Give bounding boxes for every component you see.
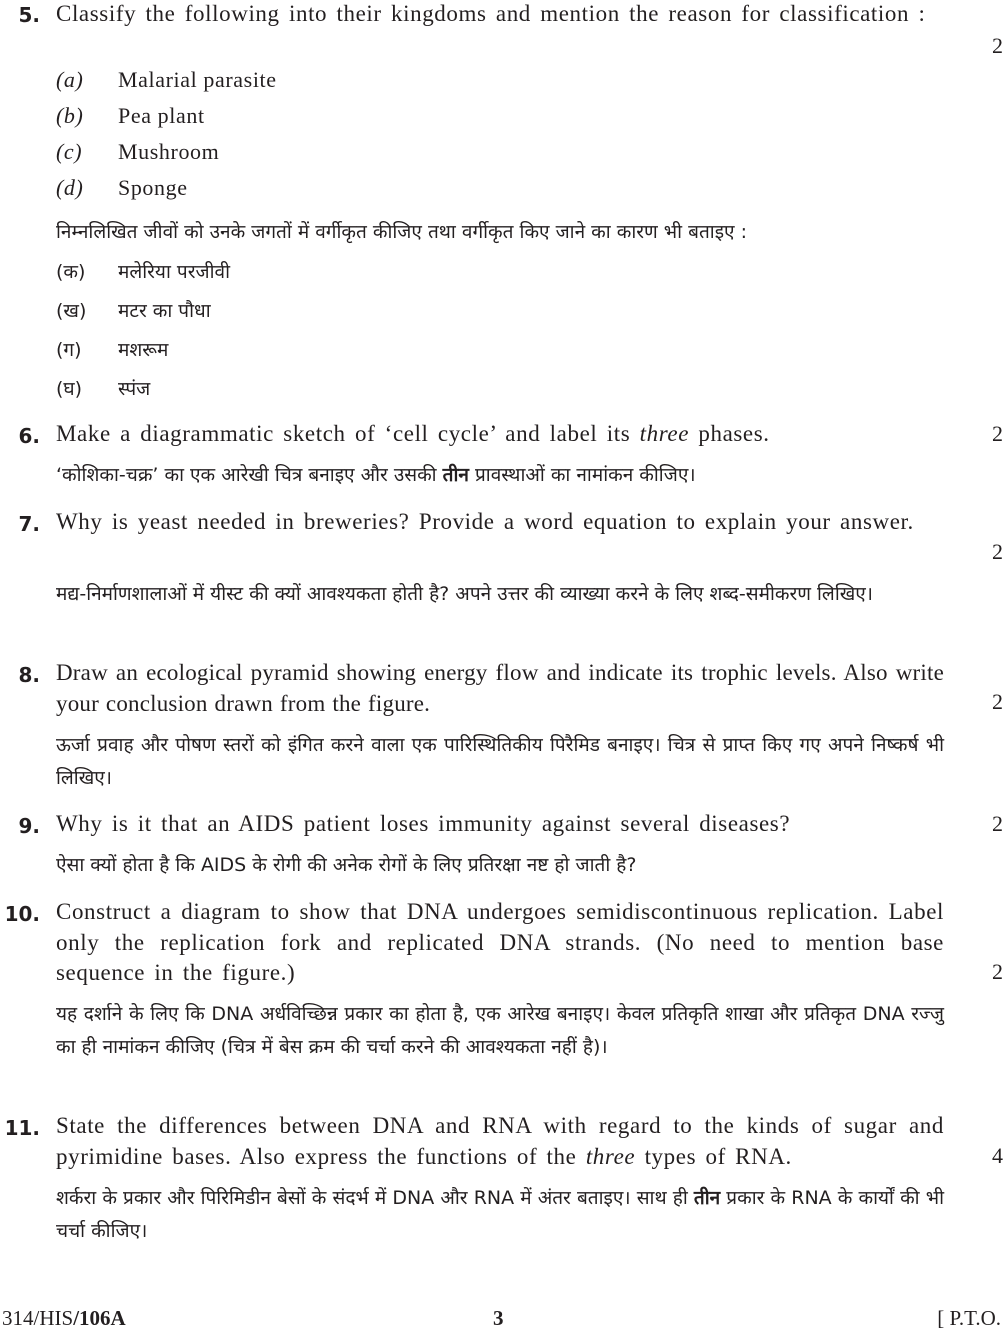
hindi-option-ga: (ग) मशरूम xyxy=(56,339,169,361)
question-text-english: State the differences between DNA and RNA with regard to the kinds of sugar and pyrimidine bases. Also express the functions of the three types of RNA. xyxy=(56,1113,944,1169)
question-text-english: Draw an ecological pyramid showing energy flow and indicate its trophic levels. Also write your conclusion drawn from the figure. xyxy=(56,660,944,716)
question-text-english: Why is it that an AIDS patient loses immunity against several diseases? xyxy=(56,811,791,836)
question-text-english: Classify the following into their kingdoms and mention the reason for classification : xyxy=(56,1,926,26)
question-number: 10. xyxy=(4,902,40,926)
hindi-option-ka: (क) मलेरिया परजीवी xyxy=(56,261,230,283)
question-number: 11. xyxy=(4,1116,40,1140)
page-number: 3 xyxy=(493,1306,504,1330)
option-a: (a) Malarial parasite xyxy=(56,67,277,92)
question-marks: 2 xyxy=(992,539,1003,564)
question-marks: 2 xyxy=(992,689,1003,714)
question-text-hindi: निम्नलिखित जीवों को उनके जगतों में वर्गीकृत कीजिए तथा वर्गीकृत किए जाने का कारण भी बताइए : xyxy=(56,221,747,243)
question-text-hindi: यह दर्शाने के लिए कि DNA अर्धविच्छिन्न प्रकार का होता है, एक आरेख बनाइए। केवल प्रतिकृति शाखा और प्रतिकृत DNA रज्जु का ही नामांकन कीजिए (चित्र में बेस क्रम की चर्चा करने की आवश्यकता नहीं है)। xyxy=(56,1003,944,1058)
hindi-option-gha: (घ) स्पंज xyxy=(56,378,151,400)
question-marks: 2 xyxy=(992,33,1003,58)
question-text-english: Make a diagrammatic sketch of ‘cell cycle’ and label its three phases. xyxy=(56,421,770,446)
question-number: 7. xyxy=(18,512,40,536)
question-text-hindi: शर्करा के प्रकार और पिरिमिडीन बेसों के संदर्भ में DNA और RNA में अंतर बताइए। साथ ही तीन प्रकार के RNA के कार्यों की भी चर्चा कीजिए। xyxy=(56,1187,944,1242)
question-number: 9. xyxy=(18,814,40,838)
question-text-hindi: ऊर्जा प्रवाह और पोषण स्तरों को इंगित करने वाला एक पारिस्थितिकीय पिरैमिड बनाइए। चित्र से प्राप्त किए गए अपने निष्कर्ष भी लिखिए। xyxy=(56,734,944,789)
question-text-hindi: ‘कोशिका-चक्र’ का एक आरेखी चित्र बनाइए और उसकी तीन प्रावस्थाओं का नामांकन कीजिए। xyxy=(56,464,696,486)
option-b: (b) Pea plant xyxy=(56,103,205,128)
question-marks: 2 xyxy=(992,421,1003,446)
question-marks: 4 xyxy=(992,1143,1003,1168)
question-text-hindi: ऐसा क्यों होता है कि AIDS के रोगी की अनेक रोगों के लिए प्रतिरक्षा नष्ट हो जाती है? xyxy=(56,854,637,876)
option-c: (c) Mushroom xyxy=(56,139,220,164)
question-number: 5. xyxy=(18,3,40,27)
question-marks: 2 xyxy=(992,811,1003,836)
question-text-english: Why is yeast needed in breweries? Provide a word equation to explain your answer. xyxy=(56,509,914,534)
hindi-option-kha: (ख) मटर का पौधा xyxy=(56,300,211,322)
question-text-english: Construct a diagram to show that DNA undergoes semidiscontinuous replication. Label only the replication fork and replicated DNA strands. (No need to mention base sequence in the figure.) xyxy=(56,899,944,985)
question-text-hindi: मद्य-निर्माणशालाओं में यीस्ट की क्यों आवश्यकता होती है? अपने उत्तर की व्याख्या करने के लिए शब्द-समीकरण लिखिए। xyxy=(56,583,873,605)
pto-label: [ P.T.O. xyxy=(937,1306,1001,1330)
question-number: 8. xyxy=(18,663,40,687)
paper-code: 314/HIS/106A xyxy=(2,1306,126,1330)
option-d: (d) Sponge xyxy=(56,175,188,200)
question-marks: 2 xyxy=(992,959,1003,984)
question-number: 6. xyxy=(18,424,40,448)
